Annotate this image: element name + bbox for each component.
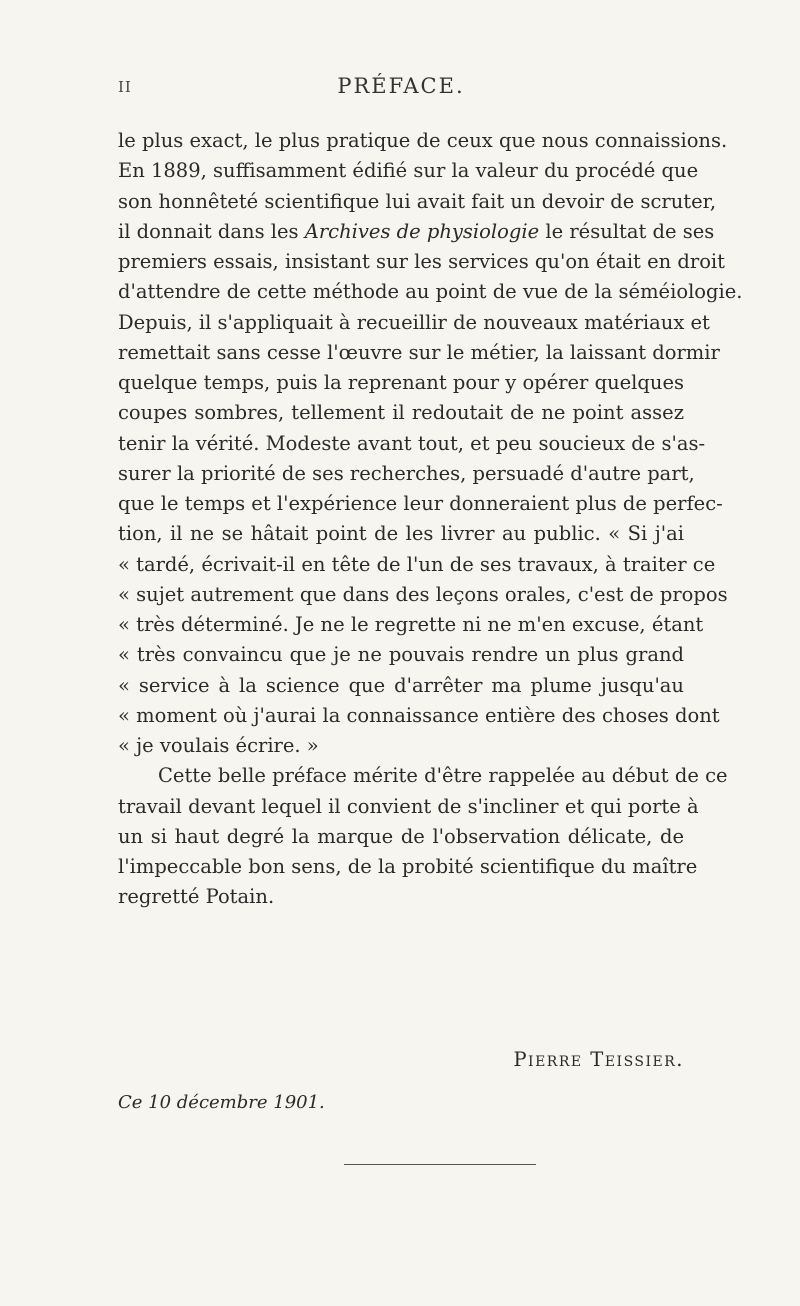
text-line: son honnêteté scientifique lui avait fait un devoir de scruter, xyxy=(118,189,717,213)
closing-rule xyxy=(344,1164,536,1165)
text-line xyxy=(118,217,715,247)
author-signature: Pierre Teissier. xyxy=(513,1048,684,1071)
text-line: surer la priorité de ses recherches, persuadé d'autre part, xyxy=(118,461,695,485)
running-head xyxy=(118,74,684,108)
paragraph-end: regretté Potain. xyxy=(118,885,275,909)
quote-line-end: « je voulais écrire. » xyxy=(118,734,319,757)
text-line: tion, il ne se hâtait point de les livrer au public. « Si j'ai xyxy=(118,522,684,546)
text-line: tenir la vérité. Modeste avant tout, et peu soucieux de s'as- xyxy=(118,431,706,455)
text-line: d'attendre de cette méthode au point de vue de la séméiologie. xyxy=(118,280,743,304)
text-line: Depuis, il s'appliquait à recueillir de nouveaux matériaux et xyxy=(118,310,710,334)
paragraph-start: Cette belle préface mérite d'être rappelée au début de ce xyxy=(158,764,728,788)
text-line: premiers essais, insistant sur les services qu'on était en droit xyxy=(118,250,726,273)
text-line: travail devant lequel il convient de s'incliner et qui porte à xyxy=(118,794,699,818)
text-line: remettait sans cesse l'œuvre sur le métier, la laissant dormir xyxy=(118,340,720,364)
archives-line-segment: il donnait dans les Archives de physiologie le résultat de ses xyxy=(118,219,715,243)
text-line: quelque temps, puis la reprenant pour y opérer quelques xyxy=(118,371,684,394)
text-line: que le temps et l'expérience leur donneraient plus de perfec- xyxy=(118,492,723,515)
text-line: un si haut degré la marque de l'observation délicate, de xyxy=(118,824,684,848)
quote-line: « très déterminé. Je ne le regrette ni ne m'en excuse, étant xyxy=(118,613,704,636)
quote-line: « très convaincu que je ne pouvais rendre un plus grand xyxy=(118,643,684,667)
signature-row xyxy=(118,1048,684,1078)
running-title: PRÉFACE. xyxy=(337,74,465,98)
text-line: En 1889, suffisamment édifié sur la valeur du procédé que xyxy=(118,159,699,183)
dateline: Ce 10 décembre 1901. xyxy=(118,1092,325,1113)
page-number: II xyxy=(118,78,132,96)
quote-line: « sujet autrement que dans des leçons orales, c'est de propos xyxy=(118,582,728,606)
quote-line: « moment où j'aurai la connaissance entière des choses dont xyxy=(118,703,720,727)
text-line: le plus exact, le plus pratique de ceux que nous connaissions. xyxy=(118,129,728,152)
body-text xyxy=(118,126,743,913)
journal-title: Archives de physiologie xyxy=(304,219,540,243)
quote-line: « service à la science que d'arrêter ma plume jusqu'au xyxy=(118,673,684,697)
quote-line: « tardé, écrivait-il en tête de l'un de ses travaux, à traiter ce xyxy=(118,552,716,576)
text-line: l'impeccable bon sens, de la probité scientifique du maître xyxy=(118,855,698,878)
text-line: coupes sombres, tellement il redoutait de ne point assez xyxy=(118,401,684,425)
